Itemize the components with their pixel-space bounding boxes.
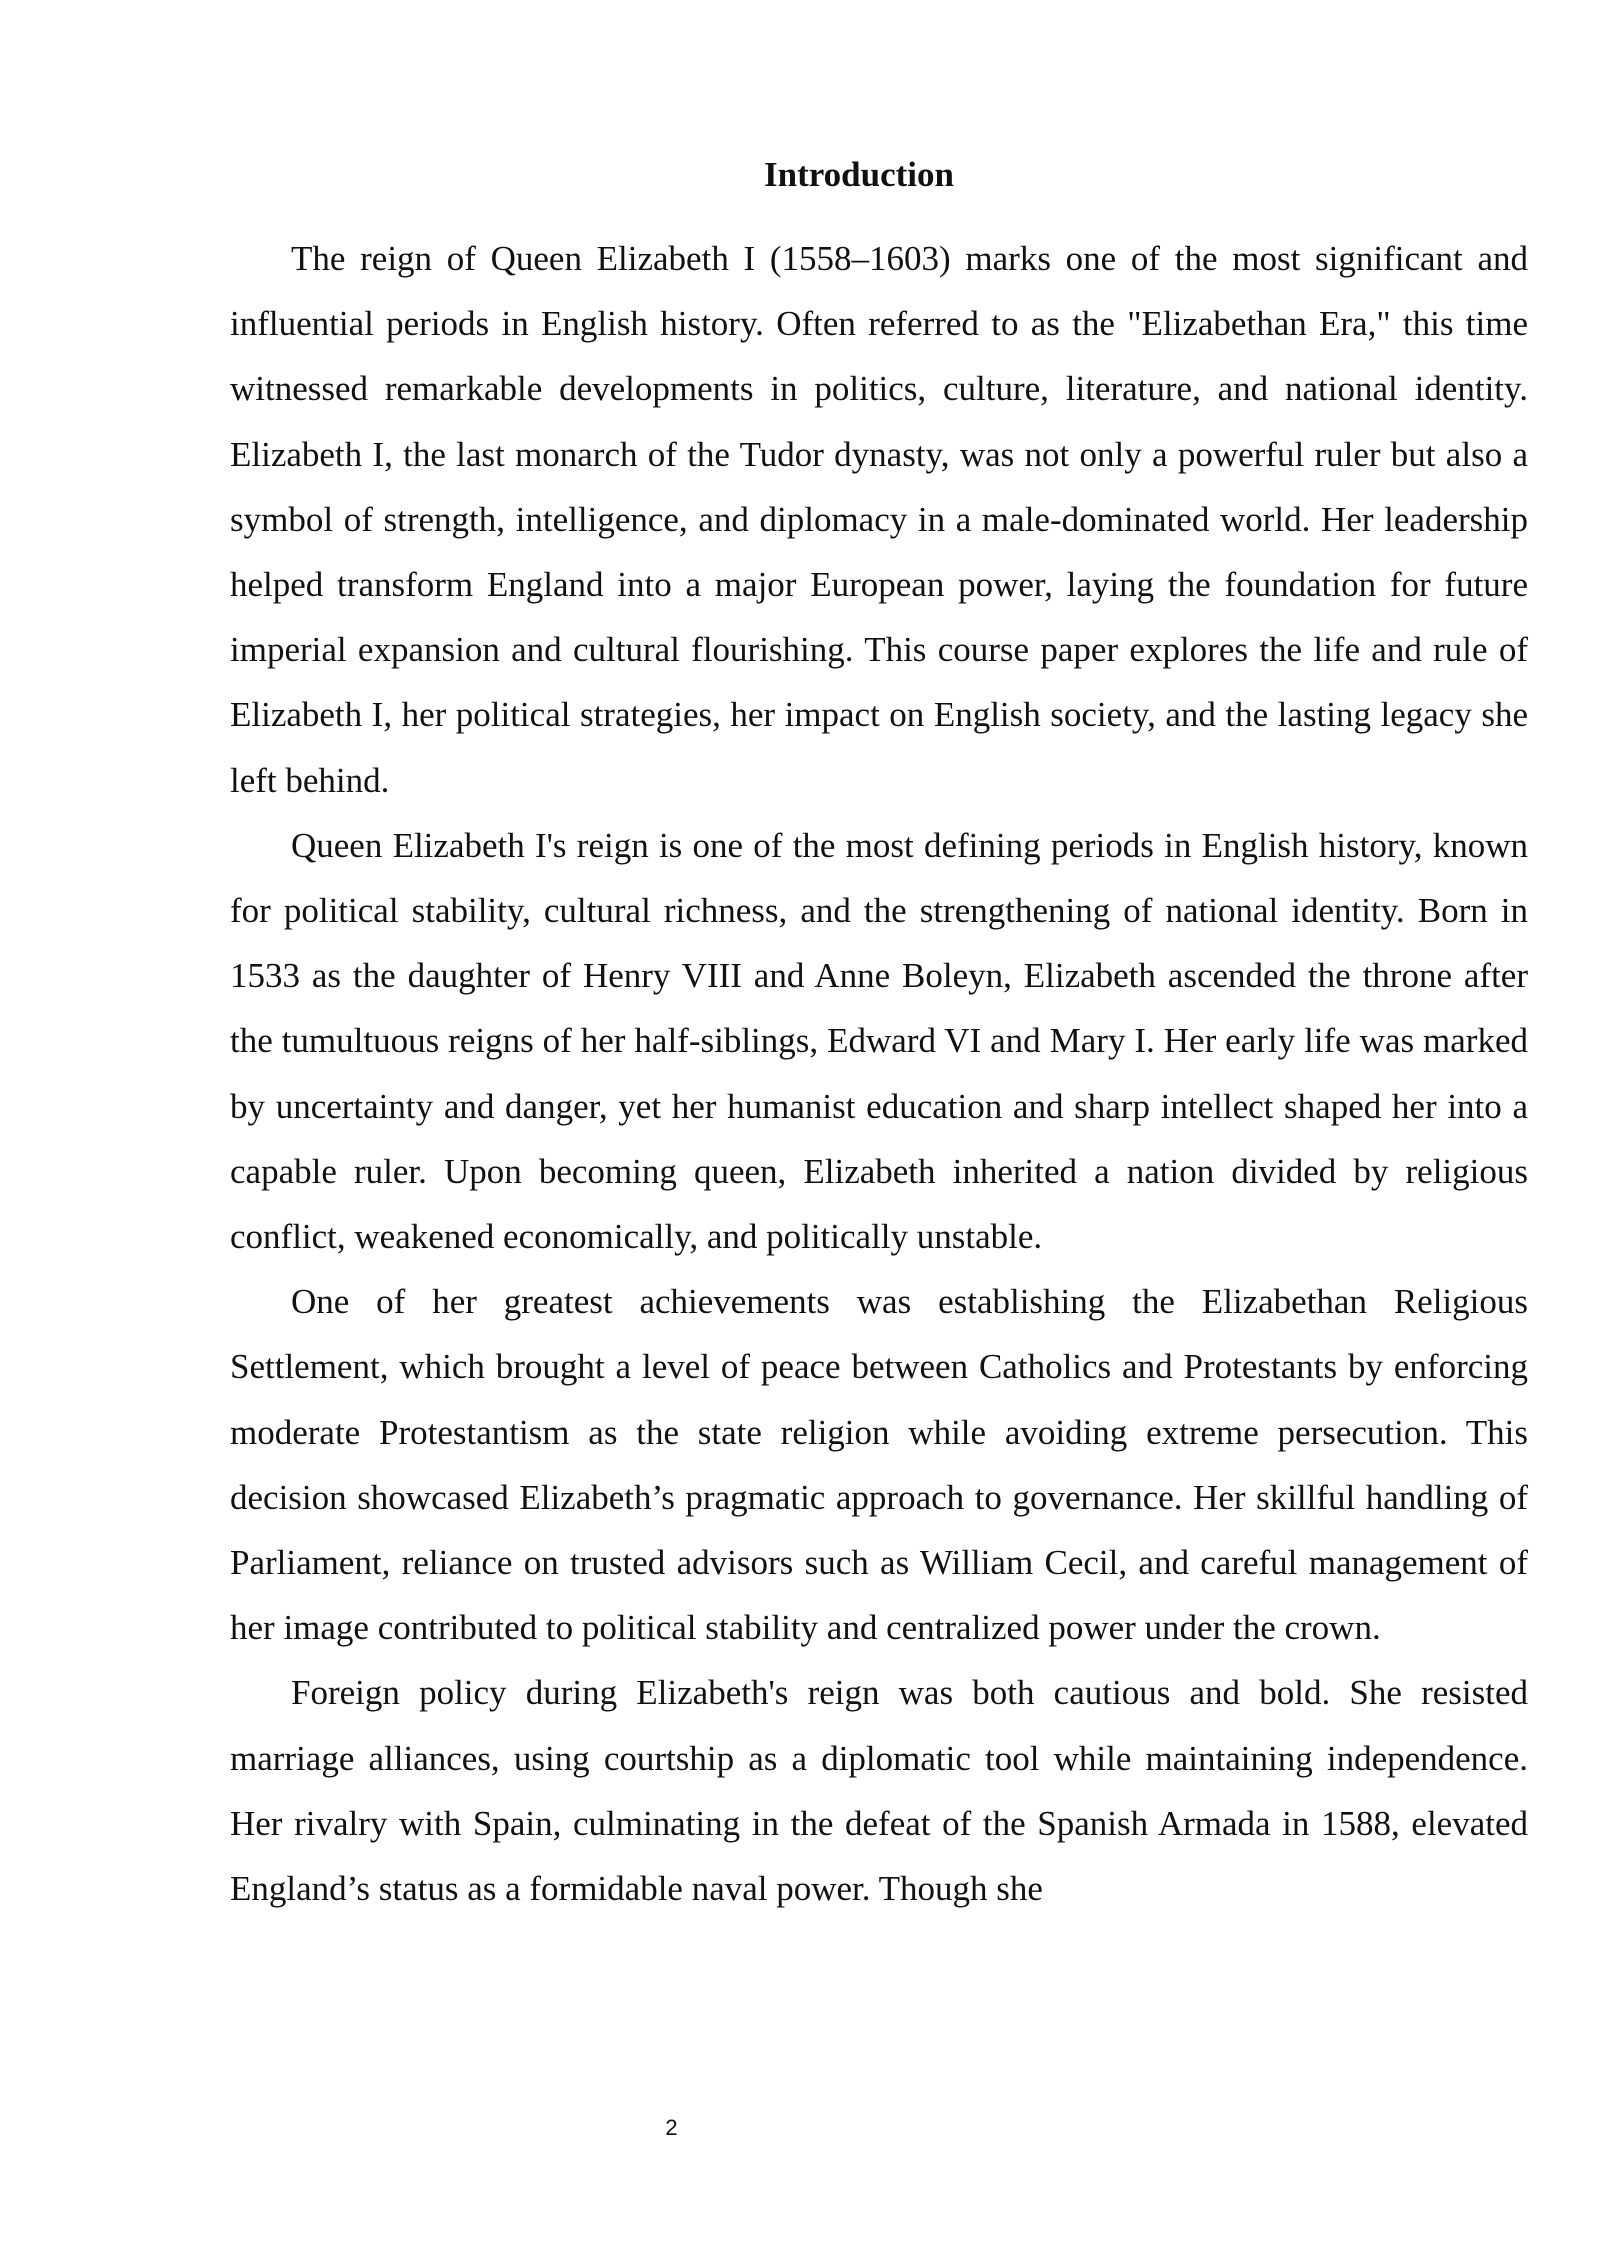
paragraph-3: One of her greatest achievements was establishing the Elizabethan Religious Settlement, which brought a level of peace between Catholics and Protestants by enforcing moderate Protestantism as the state religion while avoiding extreme persecution. This decision showcased Elizabeth’s pragmatic approach to governance. Her skillful handling of Parliament, reliance on trusted advisors such as William Cecil, and careful management of her image contributed to political stability and centralized power under the crown. bbox=[230, 1282, 1528, 1648]
paragraph-2: Queen Elizabeth I's reign is one of the most defining periods in English history, known for political stability, cultural richness, and the strengthening of national identity. Born in 1533 as the daughter of Henry VIII and Anne Boleyn, Elizabeth ascended the throne after the tumultuous reigns of her half-siblings, Edward VI and Mary I. Her early life was marked by uncertainty and danger, yet her humanist education and sharp intellect shaped her into a capable ruler. Upon becoming queen, Elizabeth inherited a nation divided by religious conflict, weakened economically, and politically unstable. bbox=[230, 825, 1528, 1257]
body-text bbox=[230, 226, 1528, 1921]
paragraph-1: The reign of Queen Elizabeth I (1558–1603) marks one of the most significant and influential periods in English history. Often referred to as the "Elizabethan Era," this time witnessed remarkable developments in politics, culture, literature, and national identity. Elizabeth I, the last monarch of the Tudor dynasty, was not only a powerful ruler but also a symbol of strength, intelligence, and diplomacy in a male-dominated world. Her leadership helped transform England into a major European power, laying the foundation for future imperial expansion and cultural flourishing. This course paper explores the life and rule of Elizabeth I, her political strategies, her impact on English society, and the lasting legacy she left behind. bbox=[230, 239, 1528, 800]
page-number: 2 bbox=[665, 2115, 678, 2140]
section-heading: Introduction bbox=[764, 155, 954, 194]
paragraph-4: Foreign policy during Elizabeth's reign was both cautious and bold. She resisted marriage alliances, using courtship as a diplomatic tool while maintaining independence. Her rivalry with Spain, culminating in the defeat of the Spanish Armada in 1588, elevated England’s status as a formidable naval power. Though she bbox=[230, 1673, 1528, 1909]
